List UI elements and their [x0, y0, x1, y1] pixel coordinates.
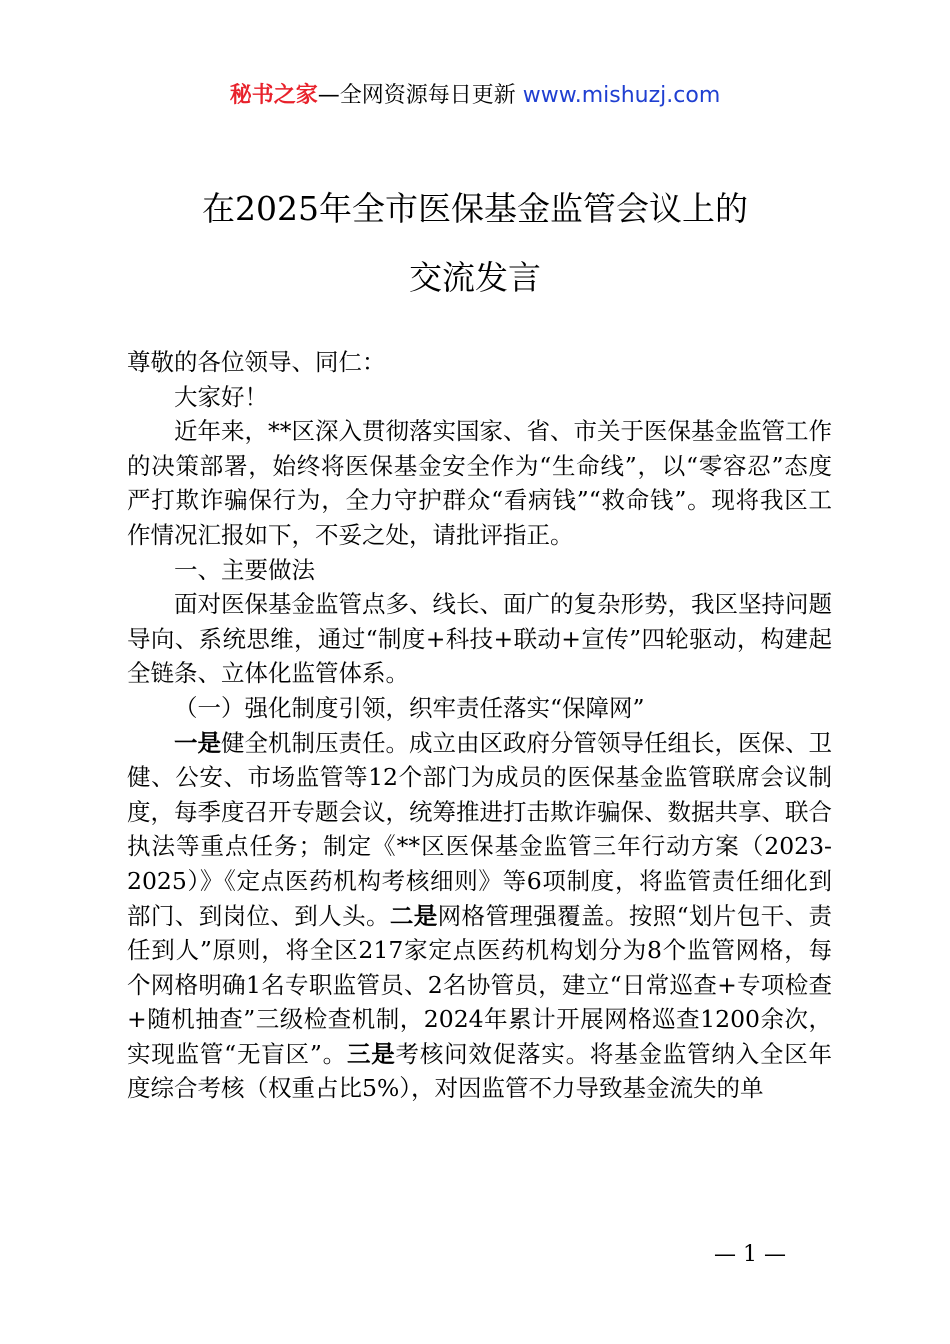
measure-text-1: 健全机制压责任。成立由区政府分管领导任组长，医保、卫健、公安、市场监管等12个部门为成员的医保基金监管联席会议制度，每季度召开专题会议，统筹推进打击欺诈骗保、数据共享、联合执法等重点任务；制定《**区医保基金监管三年行动方案（2023-2025）》《定点医药机构考核细则》等6项制度，将监管责任细化到部门、到岗位、到人头。 [127, 728, 832, 930]
document-title-line-2: 交流发言 [409, 258, 541, 297]
greeting: 大家好！ [174, 382, 268, 411]
measures-paragraph [127, 726, 832, 1107]
lead-phrase-1: 一是 [174, 728, 221, 757]
site-name: 秘书之家 [229, 83, 318, 108]
lead-phrase-2: 二是 [389, 901, 438, 930]
measure-text-2: 网格管理强覆盖。按照“划片包干、责任到人”原则，将全区217家定点医药机构划分为8个监管网格，每个网格明确1名专职监管员、2名协管员，建立“日常巡查+专项检查+随机抽查”三级检查机制，2024年累计开展网格巡查1200余次，实现监管“无盲区”。 [127, 901, 833, 1068]
document-title-line-1: 在2025年全市医保基金监管会议上的 [202, 189, 748, 228]
section-heading: 一、主要做法 [174, 555, 315, 584]
lead-phrase-3: 三是 [346, 1039, 396, 1068]
site-tagline: —全网资源每日更新 [317, 83, 523, 108]
intro-paragraph: 近年来，**区深入贯彻落实国家、省、市关于医保基金监管工作的决策部署，始终将医保基金安全作为“生命线”，以“零容忍”态度严打欺诈骗保行为，全力守护群众“看病钱”“救命钱”。现将我区工作情况汇报如下，不妥之处，请批评指正。 [127, 417, 832, 549]
section-intro-paragraph: 面对医保基金监管点多、线长、面广的复杂形势，我区坚持问题导向、系统思维，通过“制度+科技+联动+宣传”四轮驱动，构建起全链条、立体化监管体系。 [127, 590, 832, 688]
measure-text-3: 考核问效促落实。将基金监管纳入全区年度综合考核（权重占比5%），对因监管不力导致基金流失的单 [127, 1039, 833, 1103]
document-body [127, 345, 832, 1106]
subsection-heading: （一）强化制度引领，织牢责任落实“保障网” [174, 693, 645, 722]
page-number: — 1 — [714, 1242, 786, 1267]
site-header [0, 78, 950, 114]
site-url-link[interactable]: www.mishuzj.com [522, 83, 721, 108]
salutation: 尊敬的各位领导、同仁： [127, 348, 386, 376]
